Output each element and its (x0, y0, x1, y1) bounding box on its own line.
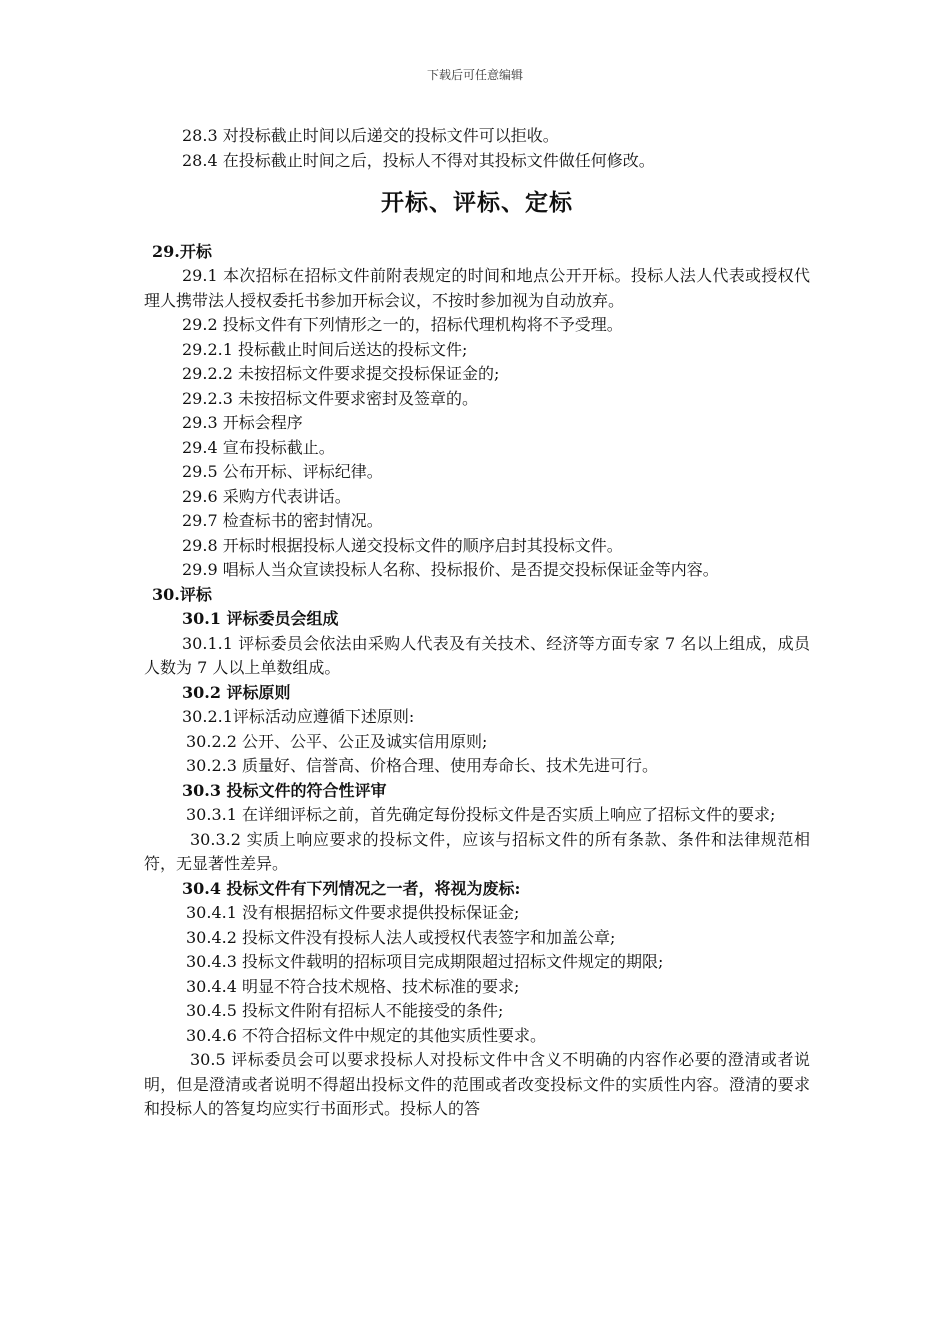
clause-29-2-3: 29.2.3 未按招标文件要求密封及签章的。 (182, 388, 478, 408)
clause-30-4-2: 30.4.2 投标文件没有投标人法人或授权代表签字和加盖公章; (186, 927, 616, 947)
clause-30-3-1: 30.3.1 在详细评标之前，首先确定每份投标文件是否实质上响应了招标文件的要求; (186, 805, 776, 824)
clause-30-1-1: 30.1.1 评标委员会依法由采购人代表及有关技术、经济等方面专家 7 名以上组成，成员人数为 7 人以上单数组成。 (144, 633, 810, 677)
heading-30: 30.评标 (152, 584, 212, 604)
heading-29: 29.开标 (152, 241, 212, 261)
page-header: 下载后可任意编辑 (426, 68, 523, 82)
clause-29-1: 29.1 本次招标在招标文件前附表规定的时间和地点公开开标。投标人法人代表或授权代理人携带法人授权委托书参加开标会议，不按时参加视为自动放弃。 (144, 266, 810, 310)
clause-30-2-1: 30.2.1评标活动应遵循下述原则: (182, 707, 415, 726)
clause-30-4-4: 30.4.4 明显不符合技术规格、技术标准的要求; (186, 976, 520, 996)
clause-29-2-1: 29.2.1 投标截止时间后送达的投标文件; (182, 339, 468, 359)
section-title: 开标、评标、定标 (381, 189, 573, 216)
document-body (144, 124, 810, 1122)
clause-30-2-2: 30.2.2 公开、公平、公正及诚实信用原则; (186, 731, 488, 751)
clause-29-5: 29.5 公布开标、评标纪律。 (182, 462, 383, 481)
clause-29-8: 29.8 开标时根据投标人递交投标文件的顺序启封其投标文件。 (182, 535, 623, 555)
clause-30-4-6: 30.4.6 不符合招标文件中规定的其他实质性要求。 (186, 1025, 546, 1045)
clause-30-2-3: 30.2.3 质量好、信誉高、价格合理、使用寿命长、技术先进可行。 (186, 756, 658, 775)
clause-29-2: 29.2 投标文件有下列情形之一的，招标代理机构将不予受理。 (182, 315, 623, 334)
clause-28-3: 28.3 对投标截止时间以后递交的投标文件可以拒收。 (182, 126, 559, 145)
clause-29-6: 29.6 采购方代表讲话。 (182, 486, 351, 506)
clause-29-4: 29.4 宣布投标截止。 (182, 437, 335, 457)
clause-29-3: 29.3 开标会程序 (182, 413, 303, 432)
clause-30-4-1: 30.4.1 没有根据招标文件要求提供投标保证金; (186, 903, 520, 922)
clause-29-7: 29.7 检查标书的密封情况。 (182, 511, 383, 530)
clause-30-4-3: 30.4.3 投标文件载明的招标项目完成期限超过招标文件规定的期限; (186, 952, 664, 971)
clause-28-4: 28.4 在投标截止时间之后，投标人不得对其投标文件做任何修改。 (182, 150, 655, 170)
heading-30-3: 30.3 投标文件的符合性评审 (182, 780, 387, 800)
clause-30-3-2: 30.3.2 实质上响应要求的投标文件，应该与招标文件的所有条款、条件和法律规范相符，无显著性差异。 (144, 829, 810, 873)
heading-30-1: 30.1 评标委员会组成 (182, 609, 339, 628)
clause-29-9: 29.9 唱标人当众宣读投标人名称、投标报价、是否提交投标保证金等内容。 (182, 560, 719, 579)
clause-29-2-2: 29.2.2 未按招标文件要求提交投标保证金的; (182, 364, 500, 383)
heading-30-2: 30.2 评标原则 (182, 682, 291, 702)
heading-30-4: 30.4 投标文件有下列情况之一者，将视为废标: (182, 878, 521, 898)
clause-30-4-5: 30.4.5 投标文件附有招标人不能接受的条件; (186, 1001, 504, 1020)
clause-30-5: 30.5 评标委员会可以要求投标人对投标文件中含义不明确的内容作必要的澄清或者说明，但是澄清或者说明不得超出投标文件的范围或者改变投标文件的实质性内容。澄清的要求和投标人的答复均应实行书面形式。投标人的答 (144, 1050, 810, 1118)
